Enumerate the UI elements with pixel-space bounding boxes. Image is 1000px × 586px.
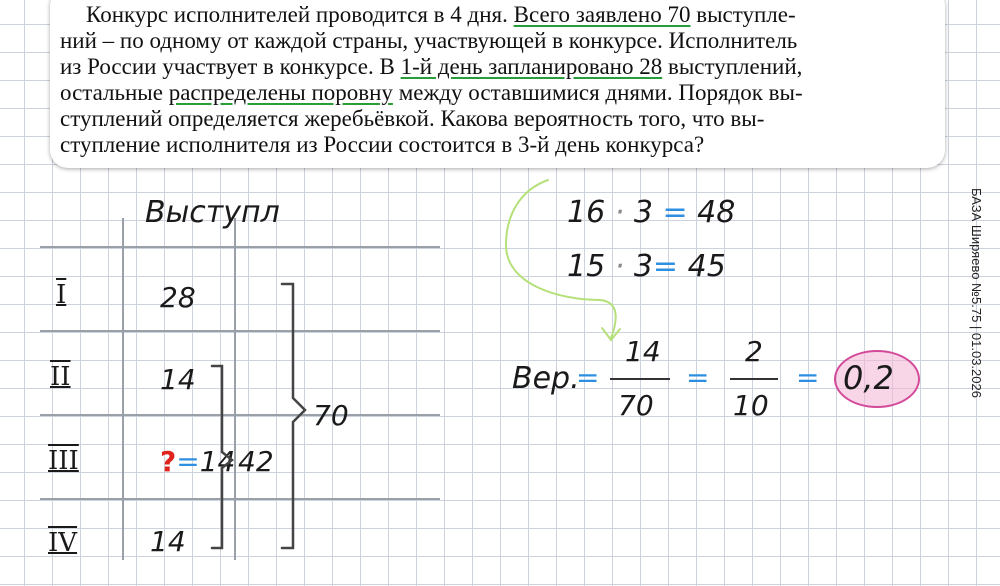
connector-arrow [506,180,616,338]
brace-all-days [282,284,305,548]
problem-line-6: ступление исполнителя из России состоится в 3-й день конкурса? [60,132,705,157]
prob-equals-3: = [796,361,820,394]
fraction-1-numerator: 14 [625,335,661,368]
day-2-value: 14 [160,363,196,396]
fraction-1-denominator: 70 [618,389,654,422]
fraction-2-denominator: 10 [733,389,769,422]
problem-line-1: Конкурс исполнителей проводится в 4 дня. Всего заявлено 70 выступле- [86,2,796,27]
problem-line-3: из России участвует в конкурсе. В 1-й день запланировано 28 выступлений, [60,54,803,79]
unknown-mark: ? [160,445,177,478]
answer-value: 0,2 [843,359,894,397]
brace-days-2-4 [212,366,232,548]
day-4-numeral: IV [48,528,78,558]
highlight-equal: распределены поровну [168,80,393,105]
probability-label: Вер. [512,361,580,396]
highlight-day1: 1-й день запланировано 28 [400,54,663,79]
subtotal-value: 42 [238,445,274,478]
day-3-value: 14 [199,445,236,478]
fraction-2-numerator: 2 [745,335,763,368]
day-1-value: 28 [160,281,196,314]
day-3-numeral: III [48,446,79,476]
problem-line-2: ний – по одному от каждой страны, участвующей в конкурсе. Исполнитель [60,28,798,53]
source-label: БАЗА Ширяево №5.75 | 01.03.2026 [969,188,984,398]
calc-row-1: 16 · 3 = 48 [567,195,736,230]
prob-equals-2: = [686,361,710,394]
day-2-numeral: II [50,362,71,392]
problem-line-5: ступлений определяется жеребьёвкой. Какова вероятность того, что вы- [60,106,765,131]
equals-sign: = [176,445,200,478]
column-header: Выступл [145,195,280,230]
highlight-total: Всего заявлено 70 [513,2,691,27]
day-1-numeral: I [56,280,67,310]
total-value: 70 [313,399,349,432]
calc-row-2: 15 · 3= 45 [567,249,726,284]
day-4-value: 14 [150,525,186,558]
problem-line-4: остальные распределены поровну между оставшимися днями. Порядок вы- [60,80,803,105]
prob-equals-1: = [576,361,600,394]
